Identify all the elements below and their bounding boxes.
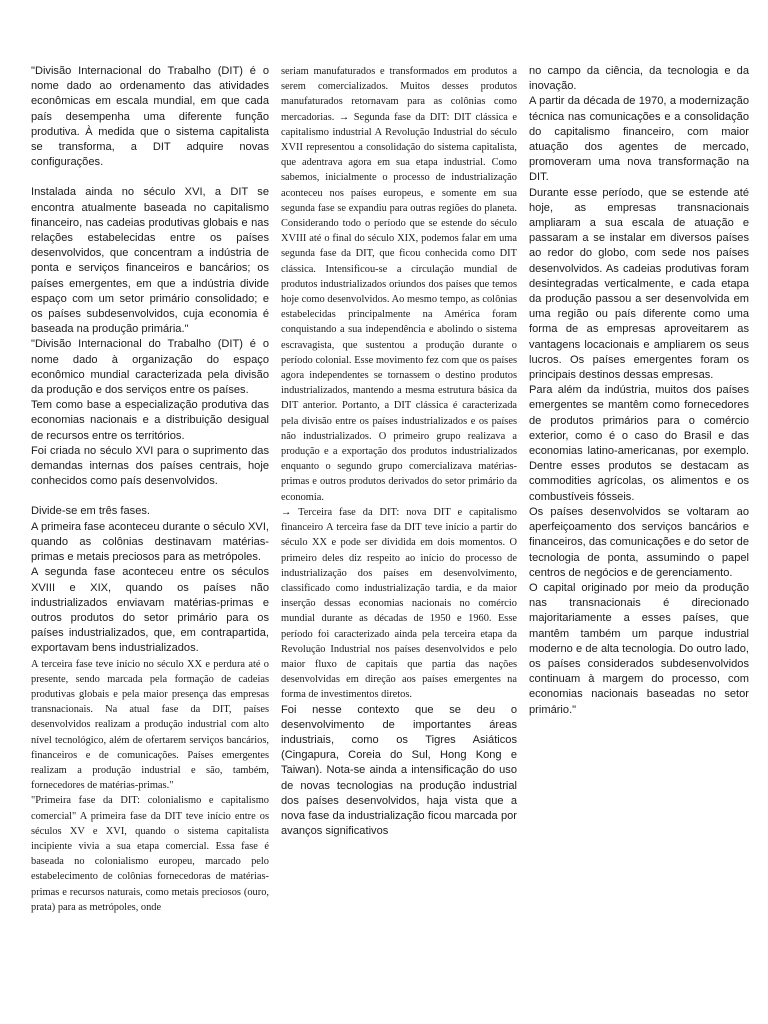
text-column-1 [31, 64, 269, 915]
paragraph: Tem como base a especialização produtiva das economias nacionais e a distribuição desigual de recursos entre os territórios. [31, 399, 269, 442]
text-column-3 [529, 64, 749, 718]
paragraph: A segunda fase aconteceu entre os séculos XVIII e XIX, quando os países não industrializados enviavam matérias-primas e outros produtos do setor primário para os países industrializados, que, em contrapartida, exportavam bens industrializados. [31, 566, 269, 655]
paragraph: Divide-se em três fases. [31, 505, 150, 518]
paragraph: "Primeira fase da DIT: colonialismo e capitalismo comercial" A primeira fase da DIT teve início entre os séculos XV e XVI, quando o sistema capitalista incipiente vivia a sua etapa comercial. Essa fase é baseada no colonialismo europeu, marcado pelo estabelecimento de colônias fornecedoras de matérias-primas e recursos naturais, como metais preciosos (ouro, prata) para as metrópoles, onde [31, 795, 269, 913]
paragraph: → Terceira fase da DIT: nova DIT e capitalismo financeiro A terceira fase da DIT teve início a partir do século XX e pode ser dividida em dois momentos. O primeiro deles diz respeito ao início do processo de industrialização dos países em desenvolvimento, classificado como industrialização tardia, e da maior inserção dessas economias nacionais no comércio mundial durante as décadas de 1950 e 1960. Esse período foi caracterizado ainda pela terceira etapa da Revolução Industrial nos países desenvolvidos e pelo maior fluxo de capitais que partia das nações desenvolvidas em direção aos países emergentes na forma de investimentos diretos. [281, 506, 517, 701]
paragraph: seriam manufaturados e transformados em produtos a serem comercializados. Muitos desses produtos manufaturados retornavam para as colônias como mercadorias. → Segunda fase da DIT: DIT clássica e capitalismo industrial A Revolução Industrial do século XVII representou a consolidação do sistema capitalista, que adentrava agora em sua etapa industrial. Como sabemos, inicialmente o processo de industrialização aconteceu nos países europeus, e somente em sua segunda fase se expandiu para outras regiões do planeta. Considerando todo o período que se estende do século XVIII até o final do século XIX, podemos falar em uma segunda fase da DIT, que ficou conhecida como DIT clássica. Intensificou-se a circulação mundial de produtos industrializados oriundos dos países que temos hoje como desenvolvidos. Ao mesmo tempo, as colônias estabelecidas principalmente na América foram conquistando a sua independência e abolindo o sistema escravagista, que sustentou a produção durante o período colonial. Esse movimento fez com que os países agora independentes se tornassem o destino produtos industrializados, mantendo a mesma estrutura básica da DIT anterior. Portanto, a DIT clássica é caracterizada pela divisão entre os países industrializados e os países não industrializados. O primeiro grupo realizava a produção e a exportação dos produtos industrializados enquanto o segundo grupo comercializava matérias-primas e outros produtos derivados do setor primário da economia. [281, 66, 517, 503]
paragraph: no campo da ciência, da tecnologia e da inovação. [529, 65, 749, 93]
paragraph: "Divisão Internacional do Trabalho (DIT) é o nome dado à organização do espaço econômico mundial caracterizada pela divisão da produção e dos serviços entre os países. [31, 338, 269, 397]
paragraph: Foi nesse contexto que se deu o desenvolvimento de importantes áreas industriais, como os Tigres Asiáticos (Cingapura, Coreia do Sul, Hong Kong e Taiwan). Nota-se ainda a intensificação do uso de novas tecnologias na produção industrial dos países desenvolvidos, haja vista que a nova fase da industrialização ficou marcada por avanços significativos [281, 703, 517, 838]
paragraph: "Divisão Internacional do Trabalho (DIT) é o nome dado ao ordenamento das atividades econômicas em escala mundial, em que cada país desempenha uma diferente função produtiva. À medida que o sistema capitalista se transforma, a DIT adquire novas configurações. [31, 65, 269, 169]
paragraph: Instalada ainda no século XVI, a DIT se encontra atualmente baseada no capitalismo financeiro, nas cadeias produtivas globais e nas relações estabelecidas entre os países desenvolvidos, que concentram a indústria de ponta e serviços financeiros e bancários; os países emergentes, em que a indústria divide espaço com um setor primário consolidado; e os países subdesenvolvidos, cuja economia é baseada na produção primária." [31, 186, 269, 336]
paragraph: A terceira fase teve início no século XX e perdura até o presente, sendo marcada pela formação de cadeias produtivas globais e pela maior presença das empresas transnacionais. Na atual fase da DIT, países desenvolvidos realizam a produção industrial com alto nível tecnológico, além de ofertarem serviços bancários, financeiros e de comunicações. Países emergentes realizam a produção industrial e são, também, fornecedores de matérias-primas." [31, 658, 269, 792]
paragraph: Para além da indústria, muitos dos países emergentes se mantêm como fornecedores de produtos primários para o comércio exterior, como é o caso do Brasil e das economias latino-americanas, por exemplo. Dentre esses produtos se destacam as commodities agrícolas, os alimentos e os combustíveis fósseis. [529, 384, 749, 503]
paragraph: Durante esse período, que se estende até hoje, as empresas transnacionais ampliaram a sua escala de atuação e passaram a se instalar em diversos países ao redor do globo, com sede nos países desenvolvidos. As cadeias produtivas foram desintegradas verticalmente, e cada etapa da produção passou a ser desenvolvida em uma região ou país diferente como uma forma de as empresas aproveitarem as vantagens locacionais e ampliarem os seus lucros. Os países emergentes foram os principais destinos dessas empresas. [529, 186, 749, 382]
paragraph: A partir da década de 1970, a modernização técnica nas comunicações e a consolidação do capitalismo financeiro, com maior atuação dos agentes de mercado, promoveram uma nova transformação na DIT. [529, 95, 749, 184]
paragraph: A primeira fase aconteceu durante o século XVI, quando as colônias destinavam matérias-primas e metais preciosos para as metrópoles. [31, 520, 269, 564]
paragraph: Foi criada no século XVI para o suprimento das demandas internas dos países centrais, hoje conhecidos como país desenvolvidos. [31, 444, 269, 488]
text-column-2 [281, 64, 517, 839]
paragraph: O capital originado por meio da produção nas transnacionais é direcionado majoritariamente a esses países, que mantêm também um parque industrial moderno e de alta tecnologia. Do outro lado, os países considerados subdesenvolvidos continuam à margem do processo, com economias nacionais baseadas no setor primário." [529, 581, 749, 716]
paragraph: Os países desenvolvidos se voltaram ao aperfeiçoamento dos serviços bancários e financeiros, das comunicações e do setor de tecnologia de ponta, assumindo o papel centros de negócios e de gerenciamento. [529, 505, 749, 579]
